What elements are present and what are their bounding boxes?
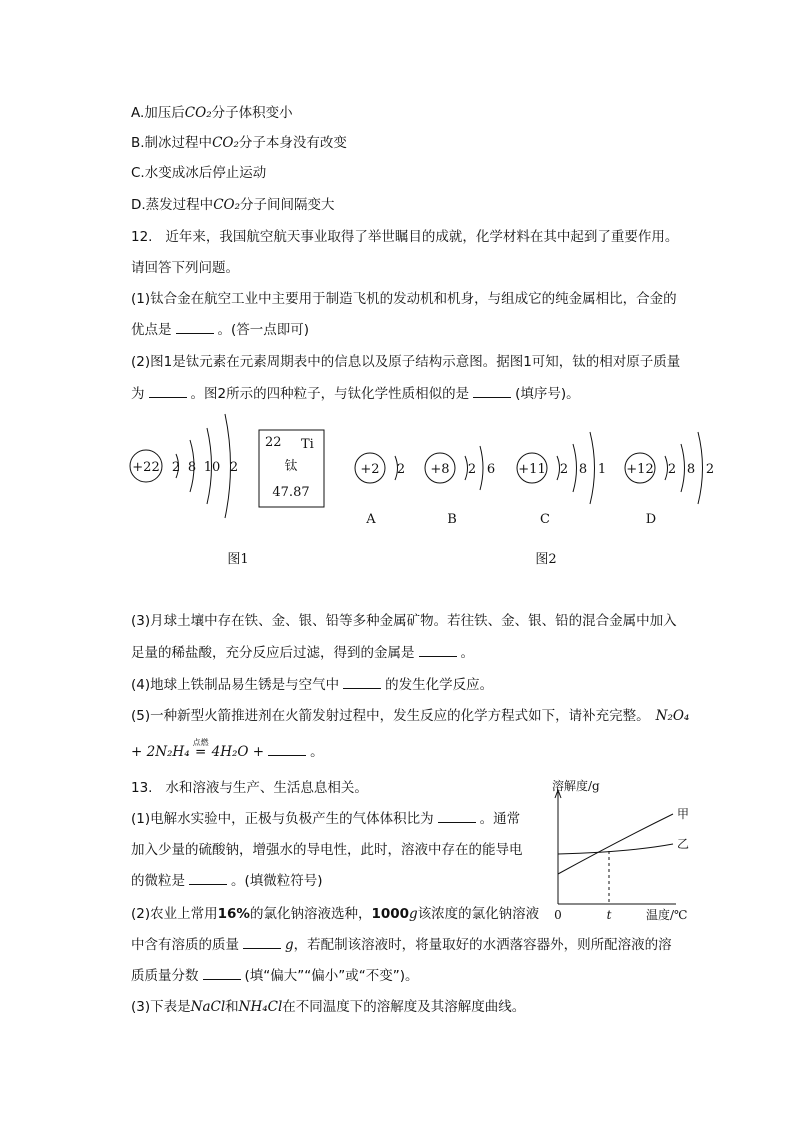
option-d: D.蒸发过程中CO₂分子间间隔变大 [131, 197, 335, 213]
answer-blank[interactable] [243, 936, 281, 949]
q12-p2-line2: 为 。图2所示的四种粒子，与钛化学性质相似的是 (填序号)。 [131, 386, 580, 402]
q13-intro: 13. 水和溶液与生产、生活息息相关。 [131, 780, 368, 796]
q12-p5-equation: + 2N₂H₄ 点燃 = 4H₂O + 。 [131, 738, 324, 760]
ti-shell-1: 2 [171, 460, 181, 475]
label-b: B [447, 512, 457, 527]
q12-p1-line2: 优点是 。(答一点即可) [131, 322, 310, 338]
ti-nucleus-charge: +22 [132, 460, 160, 475]
q13-p2-line2: 中含有溶质的质量 g，若配制该溶液时，将量取好的水洒落容器外，则所配溶液的溶 [131, 937, 672, 953]
t-label: t [606, 908, 612, 922]
a-shell-1: 2 [396, 462, 406, 477]
curve-yi-label: 乙 [677, 837, 690, 851]
figure2-caption: 图2 [535, 552, 557, 567]
q13-p1-line2: 加入少量的硫酸钠，增强水的导电性，此时，溶液中存在的能导电 [131, 842, 523, 858]
element-mass: 47.87 [272, 485, 310, 500]
ti-shell-2: 8 [187, 460, 197, 475]
shell-arc [480, 446, 483, 490]
element-name: 钛 [284, 459, 298, 474]
q13-p1-line1: (1)电解水实验中，正极与负极产生的气体体积比为 。通常 [131, 811, 521, 827]
y-axis-label: 溶解度/g [552, 779, 600, 793]
d-shell-1: 2 [667, 462, 677, 477]
answer-blank[interactable] [189, 872, 227, 885]
q12-intro2: 请回答下列问题。 [131, 260, 239, 276]
q13-p3: (3)下表是NaCl和NH₄Cl在不同温度下的溶解度及其溶解度曲线。 [131, 999, 526, 1015]
answer-blank[interactable] [343, 676, 381, 689]
solubility-chart [540, 776, 700, 926]
q12-p5-line1: (5)一种新型火箭推进剂在火箭发射过程中，发生反应的化学方程式如下，请补充完整。 N₂O₄ [131, 708, 690, 724]
shell-arc [590, 432, 595, 504]
q12-p1-line1: (1)钛合金在航空工业中主要用于制造飞机的发动机和机身，与组成它的纯金属相比，合金的 [131, 291, 677, 307]
d-shell-3: 2 [705, 462, 715, 477]
answer-blank[interactable] [268, 743, 306, 756]
q12-p4: (4)地球上铁制品易生锈是与空气中 的发生化学反应。 [131, 677, 494, 693]
c-shell-1: 2 [559, 462, 569, 477]
c-shell-3: 1 [597, 462, 607, 477]
option-c: C.水变成冰后停止运动 [131, 165, 267, 181]
answer-blank[interactable] [203, 967, 241, 980]
q13-p1-line3: 的微粒是 。(填微粒符号) [131, 873, 323, 889]
figure1-caption: 图1 [227, 552, 249, 567]
option-a: A.加压后CO₂分子体积变小 [131, 105, 293, 121]
shell-arc [698, 432, 703, 504]
answer-blank[interactable] [419, 644, 457, 657]
shell-arc [681, 444, 685, 492]
curve-yi [558, 844, 673, 854]
d-shell-2: 8 [686, 462, 696, 477]
x-axis-label: 温度/℃ [646, 908, 688, 922]
nucleus-d-charge: +12 [626, 462, 654, 477]
label-d: D [645, 512, 657, 527]
ti-shell-3: 10 [203, 460, 221, 475]
q12-p3-line2: 足量的稀盐酸，充分反应后过滤，得到的金属是 。 [131, 645, 474, 661]
b-shell-2: 6 [486, 462, 496, 477]
q12-p2-line1: (2)图1是钛元素在元素周期表中的信息以及原子结构示意图。据图1可知，钛的相对原子质量 [131, 354, 681, 370]
curve-jia-label: 甲 [677, 807, 690, 821]
ti-shell-4: 2 [229, 460, 239, 475]
c-shell-2: 8 [578, 462, 588, 477]
element-symbol: Ti [301, 437, 314, 452]
label-a: A [366, 512, 376, 527]
answer-blank[interactable] [438, 810, 476, 823]
nucleus-c-charge: +11 [518, 462, 546, 477]
shell-arc [573, 444, 577, 492]
q12-p3-line1: (3)月球土壤中存在铁、金、银、铅等多种金属矿物。若往铁、金、银、铅的混合金属中加入 [131, 613, 677, 629]
option-b: B.制冰过程中CO₂分子本身没有改变 [131, 135, 347, 151]
label-c: C [540, 512, 550, 527]
origin-label: 0 [554, 908, 562, 922]
q13-p2-line1: (2)农业上常用16%的氯化钠溶液选种，1000g该浓度的氯化钠溶液 [131, 906, 540, 922]
q12-intro: 12. 近年来，我国航空航天事业取得了举世瞩目的成就，化学材料在其中起到了重要作用。 [131, 229, 679, 245]
q13-p2-line3: 质质量分数 (填“偏大”“偏小”或“不变”)。 [131, 968, 419, 984]
nucleus-a-charge: +2 [360, 462, 380, 477]
element-number: 22 [265, 435, 282, 450]
ignite-condition: 点燃 = [192, 738, 209, 760]
curve-jia [558, 814, 673, 874]
nucleus-b-charge: +8 [430, 462, 450, 477]
b-shell-1: 2 [467, 462, 477, 477]
